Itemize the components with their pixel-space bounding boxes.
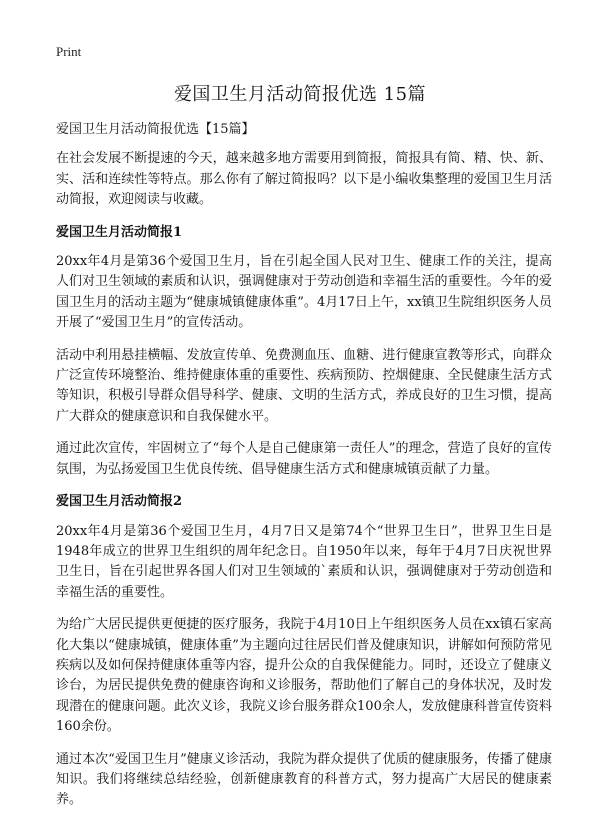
section-1-paragraph-2: 活动中利用悬挂横幅、发放宣传单、免费测血压、血糖、进行健康宣教等形式，向群众广泛宣传环境整治、维持健康体重的重要性、疾病预防、控烟健康、全民健康生活方式等知识，积极引导群众倡导科学、健康、文明的生活方式，养成良好的卫生习惯，提高广大群众的健康意识和自我保健水平。 — [56, 347, 552, 424]
section-heading-2: 爱国卫生月活动简报2 — [56, 494, 183, 510]
section-2-paragraph-1: 20xx年4月是第36个爱国卫生月，4月7日又是第74个“世界卫生日”，世界卫生日是1948年成立的世界卫生组织的周年纪念日。自1950年以来，每年于4月7日庆祝世界卫生日，旨在引起世界各国人们对卫生领域的`素质和认识，强调健康对于劳动创造和幸福生活的重要性。 — [56, 523, 552, 600]
page-title: 爱国卫生月活动简报优选 15篇 — [173, 84, 427, 105]
section-1-paragraph-1: 20xx年4月是第36个爱国卫生月，旨在引起全国人民对卫生、健康工作的关注，提高人们对卫生领域的素质和认识，强调健康对于劳动创造和幸福生活的重要性。今年的爱国卫生月的活动主题为“健康城镇健康体重”。4月17日上午，xx镇卫生院组织医务人员开展了“爱国卫生月”的宣传活动。 — [56, 254, 552, 331]
section-1-paragraph-3: 通过此次宣传，牢固树立了“每个人是自己健康第一责任人”的理念，营造了良好的宣传氛围，为弘扬爱国卫生优良传统、倡导健康生活方式和健康城镇贡献了力量。 — [56, 441, 552, 477]
print-link[interactable]: Print — [56, 44, 82, 59]
section-2-paragraph-3: 通过本次“爱国卫生月”健康义诊活动，我院为群众提供了优质的健康服务，传播了健康知识。我们将继续总结经验，创新健康教育的科普方式，努力提高广大居民的健康素养。 — [56, 751, 552, 808]
section-2-paragraph-2: 为给广大居民提供更便捷的医疗服务，我院于4月10日上午组织医务人员在xx镇石家高化大集以“健康城镇，健康体重”为主题向过往居民们普及健康知识，讲解如何预防常见疾病以及如何保持健康体重等内容，提升公众的自我保健能力。同时，还设立了健康义诊台，为居民提供免费的健康咨询和义诊服务，帮助他们了解自己的身体状况，及时发现潜在的健康问题。此次义诊，我院义诊台服务群众100余人，发放健康科普宣传资料160余份。 — [56, 617, 552, 735]
intro-paragraph: 在社会发展不断提速的今天，越来越多地方需要用到简报，简报具有简、精、快、新、实、活和连续性等特点。那么你有了解过简报吗？以下是小编收集整理的爱国卫生月活动简报，欢迎阅读与收藏。 — [56, 151, 552, 208]
section-heading-1: 爱国卫生月活动简报1 — [56, 224, 183, 240]
article-body — [56, 120, 552, 823]
article-subtitle: 爱国卫生月活动简报优选【15篇】 — [56, 122, 255, 137]
